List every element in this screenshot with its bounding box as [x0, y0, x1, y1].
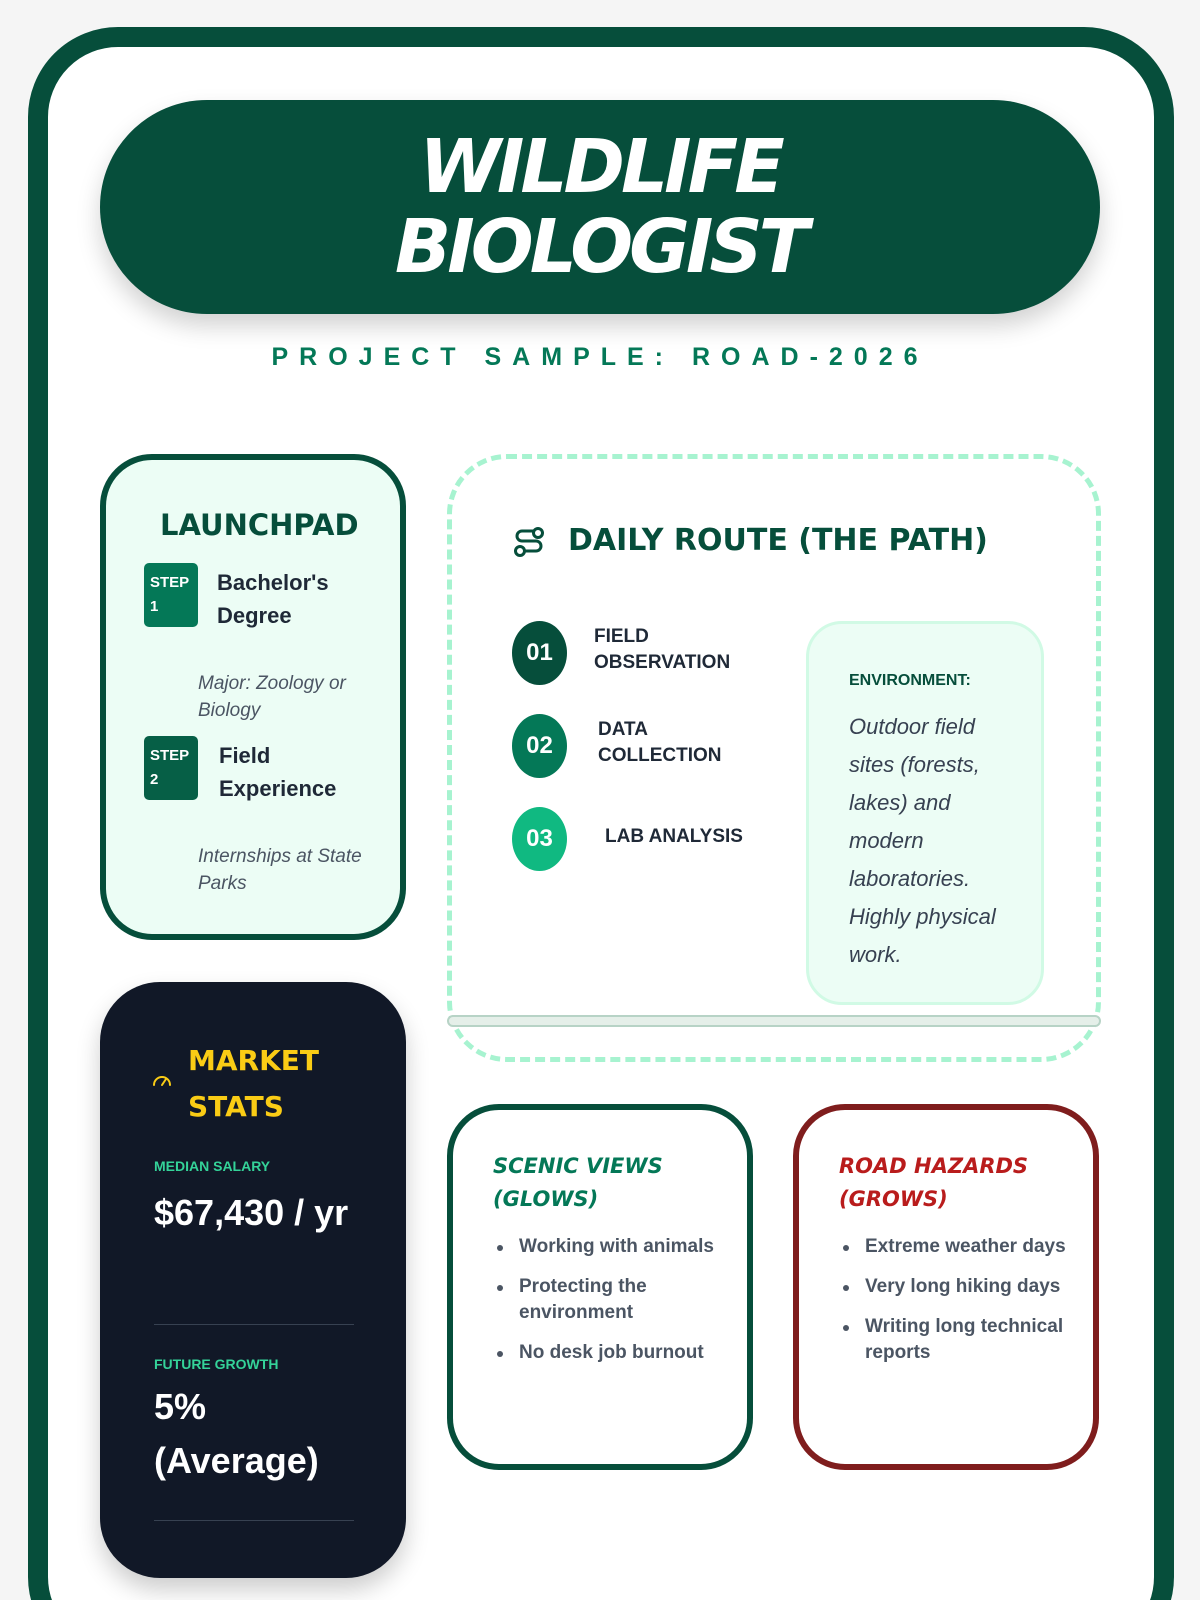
step-1-note: Major: Zoology or Biology: [198, 673, 346, 721]
daily-route-card: [447, 454, 1101, 1062]
environment-box: [806, 621, 1044, 1005]
road-hazards-list: [839, 1234, 1079, 1380]
project-subtitle: PROJECT SAMPLE: ROAD-2026: [271, 343, 929, 371]
list-item: Extreme weather days: [839, 1234, 1079, 1260]
title-banner: [100, 100, 1100, 314]
road-hazards-card: [793, 1104, 1099, 1470]
step-1-title: Bachelor's Degree: [217, 570, 329, 628]
road-hazards-title: ROAD HAZARDS (GROWS): [839, 1154, 1029, 1211]
launchpad-card: [100, 454, 406, 940]
route-step-3-label: LAB ANALYSIS: [605, 826, 743, 847]
daily-route-title: DAILY ROUTE (THE PATH): [568, 523, 988, 558]
median-salary-label: MEDIAN SALARY: [154, 1158, 271, 1174]
scenic-views-card: [447, 1104, 753, 1470]
page-title-line-1: WILDLIFE: [419, 124, 781, 210]
list-item: Writing long technical reports: [839, 1314, 1079, 1366]
step-1-badge: STEP 1: [144, 563, 198, 627]
gauge-icon: [150, 1069, 174, 1093]
list-item: Working with animals: [493, 1234, 733, 1260]
step-2-title: Field Experience: [219, 743, 337, 801]
route-icon: [512, 525, 546, 559]
future-growth-value: 5% (Average): [154, 1386, 319, 1481]
route-step-2-number: 02: [512, 714, 567, 778]
step-2-badge: STEP 2: [144, 736, 198, 800]
environment-label: ENVIRONMENT:: [849, 672, 971, 689]
market-stats-card: [100, 982, 406, 1578]
stat-divider: [154, 1520, 354, 1521]
environment-text: Outdoor field sites (forests, lakes) and modern laboratories. Highly physical work.: [849, 714, 996, 967]
list-item: No desk job burnout: [493, 1340, 733, 1366]
list-item: Very long hiking days: [839, 1274, 1079, 1300]
page-title-line-2: BIOLOGIST: [394, 204, 806, 290]
launchpad-title: LAUNCHPAD: [160, 508, 359, 542]
stat-divider: [154, 1324, 354, 1325]
horizontal-scrollbar[interactable]: [447, 1015, 1101, 1027]
route-step-1-label: FIELD OBSERVATION: [594, 626, 731, 673]
route-step-1-number: 01: [512, 621, 567, 685]
list-item: Protecting the environment: [493, 1274, 733, 1326]
scenic-views-title: SCENIC VIEWS (GLOWS): [493, 1154, 663, 1211]
route-step-3-number: 03: [512, 807, 567, 871]
future-growth-label: FUTURE GROWTH: [154, 1356, 279, 1372]
median-salary-value: $67,430 / yr: [154, 1192, 349, 1233]
scenic-views-list: [493, 1234, 733, 1380]
route-step-2-label: DATA COLLECTION: [598, 719, 722, 766]
step-2-note: Internships at State Parks: [198, 846, 362, 894]
market-stats-title: MARKET STATS: [188, 1044, 320, 1123]
